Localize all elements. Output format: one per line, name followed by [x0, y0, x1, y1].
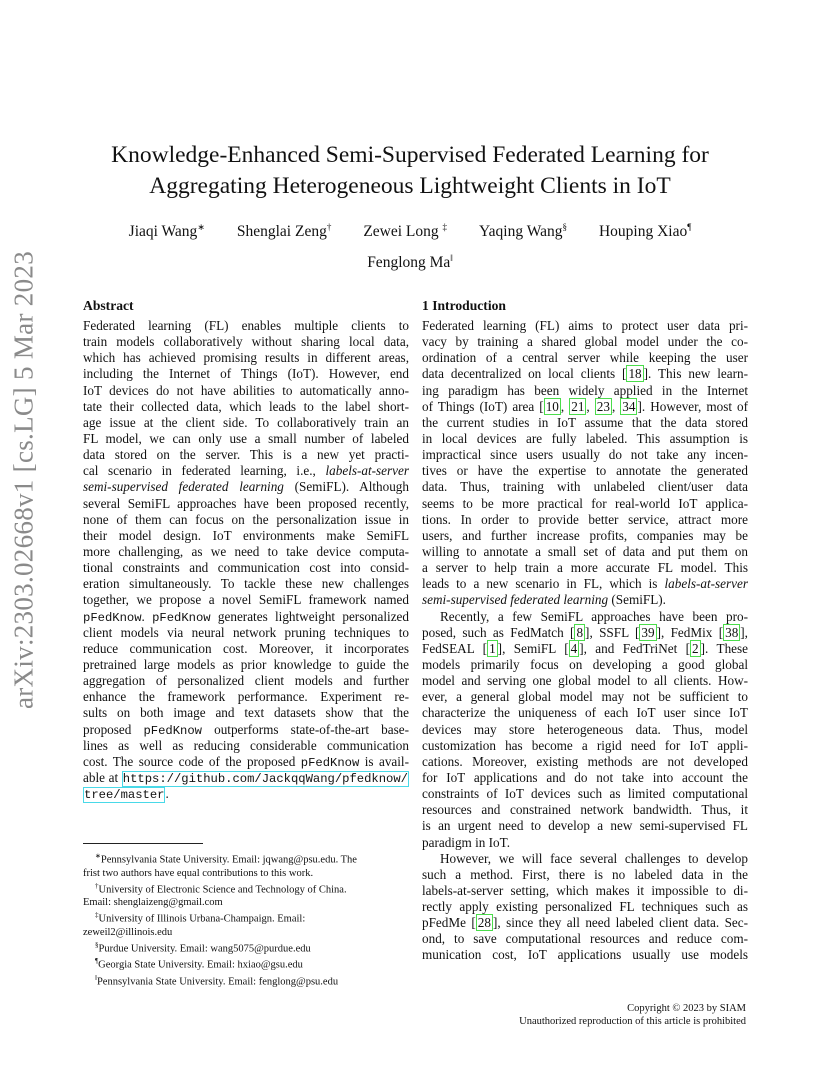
- text-line: in local devices are fully labeled. This assumption is: [422, 430, 748, 446]
- text-line: FedSEAL [ 1 ], SemiFL [ 4 ], and FedTriNet [ 2 ]. These: [422, 640, 748, 656]
- text-line: pretrained large models as prior knowledge to guide the: [83, 656, 409, 672]
- text-line: vacy by training a shared global model under the co-: [422, 334, 748, 350]
- text-line: constraints of IoT devices such as limited computational: [422, 786, 748, 802]
- copyright-notice: [519, 1003, 746, 1028]
- text-line: pFedKnow. pFedKnow generates lightweight personalized: [83, 608, 410, 625]
- paper-title: [70, 140, 750, 202]
- author: Shenglai Zeng†: [236, 222, 332, 241]
- text-line: tate their collected data, which leads to the label short-: [83, 398, 409, 414]
- introduction-heading: 1 Introduction: [422, 298, 506, 313]
- text-line: seems to be more practical for real-world IoT applica-: [422, 495, 748, 511]
- repo-link[interactable]: https://github.com/JackqqWang/pfedknow/: [122, 771, 408, 786]
- text-line: together, we propose a novel SemiFL framework named: [83, 592, 409, 608]
- text-line: rectly apply existing personalized FL techniques such as: [422, 899, 748, 915]
- text-line: willing to annotate a small set of data and put them on: [422, 543, 748, 559]
- text-line: sults on both image and text datasets show that the: [83, 705, 409, 721]
- text-line: eration simultaneously. To tackle these new challenges: [83, 576, 409, 592]
- text-line: several SemiFL approaches have been proposed recently,: [83, 495, 409, 511]
- abstract-body: [83, 318, 409, 802]
- text-line: devices may store heterogeneous data. Thus, model: [422, 721, 748, 737]
- footnote-line: ‖Pennsylvania State University. Email: fenglong@psu.edu: [95, 973, 339, 987]
- author: Houping Xiao¶: [598, 222, 692, 241]
- text-line: munication cost, IoT applications usually use models: [422, 947, 748, 963]
- text-line: characterize the uniqueness of each IoT user since IoT: [422, 705, 748, 721]
- text-line: of Things (IoT) area [ 10 , 21 , 23 , 34 ]. However, most of: [422, 398, 749, 414]
- text-line: Recently, a few SemiFL approaches have been pro-: [440, 608, 748, 624]
- text-line: However, we will face several challenges to develop: [440, 850, 748, 866]
- text-line: model and serving one global model to all clients. How-: [422, 673, 748, 689]
- text-line: is an urgent need to develop a new semi-supervised FL: [422, 818, 748, 834]
- arxiv-side-stamp: [0, 250, 48, 710]
- text-line: more challenging, as we need to take device computa-: [83, 543, 409, 559]
- text-line: ing paradigm has been widely applied in the Internet: [422, 382, 748, 398]
- author: Jiaqi Wang∗: [128, 222, 205, 241]
- text-line: such a method. First, there is no labeled data in the: [422, 866, 748, 882]
- text-line: aggregation of personalized client models and further: [83, 673, 409, 689]
- title-line: Aggregating Heterogeneous Lightweight Clients in IoT: [149, 173, 671, 199]
- text-line: a server to help train a more accurate FL model. This: [422, 560, 748, 576]
- footnote-line: §Purdue University. Email: wang5075@purdue.edu: [95, 940, 311, 954]
- author: Zewei Long ‡: [363, 222, 448, 241]
- repo-link[interactable]: tree/master: [84, 788, 165, 803]
- text-line: including the Internet of Things (IoT). However, end: [83, 366, 409, 382]
- text-line: which has achieved promising results in different areas,: [83, 350, 409, 366]
- text-line: leads to a new scenario in FL, which is labels-at-server: [422, 576, 748, 592]
- introduction-body: [422, 318, 748, 964]
- copyright-line: Unauthorized reproduction of this article is prohibited: [519, 1015, 746, 1027]
- text-line: reduce communication cost. Moreover, it incorporates: [83, 640, 409, 656]
- text-line: cations. Moreover, existing methods are not developed: [422, 753, 748, 769]
- text-line: customization has become a rigid need for IoT appli-: [422, 737, 748, 753]
- footnote-line: ¶Georgia State University. Email: hxiao@gsu.edu: [95, 957, 303, 971]
- footnote-line: frist two authors have equal contributions to this work.: [83, 867, 314, 879]
- text-line: ever, a general global model may not be sufficient to: [422, 689, 748, 705]
- text-line: Federated learning (FL) enables multiple clients to: [83, 318, 409, 333]
- text-line: Federated learning (FL) aims to protect user data pri-: [422, 318, 748, 333]
- text-line: ond, to save computational resources and reduce com-: [422, 931, 748, 947]
- title-line: Knowledge-Enhanced Semi-Supervised Federated Learning for: [111, 142, 709, 168]
- text-line: paradigm in IoT.: [422, 834, 511, 850]
- footnote-line: zeweil2@illinois.edu: [83, 926, 173, 938]
- text-line: resources and constrained network bandwidth. Thus, it: [422, 802, 748, 818]
- text-line: train models collaboratively without sharing local data,: [83, 334, 409, 350]
- footnotes: [83, 850, 409, 988]
- text-line: data decentralized on local clients [ 18 ]. This new learn-: [422, 366, 748, 382]
- author: Fenglong Ma‖: [367, 253, 453, 272]
- text-line: for IoT applications and do not take into account the: [422, 769, 748, 785]
- text-line: tives or have the expertise to annotate the generated: [422, 463, 748, 479]
- footnote-rule: [83, 843, 203, 844]
- text-line: none of them can focus on the personalization issue in: [83, 511, 409, 527]
- abstract-heading: Abstract: [83, 298, 134, 313]
- text-line: proposed pFedKnow outperforms state-of-the-art base-: [83, 721, 409, 738]
- copyright-line: Copyright © 2023 by SIAM: [627, 1003, 746, 1014]
- text-line: tional constraints and communication cost into consid-: [83, 560, 409, 576]
- text-line: data. Thus, training with unlabeled client/user data: [422, 479, 748, 495]
- text-line: ordination of a central server while keeping the user: [422, 350, 748, 366]
- text-line: semi-supervised federated learning (SemiFL).: [422, 592, 666, 608]
- footnote-line: ‡University of Illinois Urbana-Champaign. Email:: [95, 911, 306, 925]
- url-line: tree/master.: [84, 786, 169, 803]
- footnote-line: ∗Pennsylvania State University. Email: jqwang@psu.edu. The: [95, 852, 357, 866]
- text-line: tions. In order to provide better service, attract more: [422, 511, 748, 527]
- text-line: lines as well as reducing considerable communication: [83, 737, 409, 753]
- author: Yaqing Wang§: [479, 222, 567, 241]
- text-line: their model design. IoT environments make SemiFL: [83, 527, 409, 543]
- text-line: cost. The source code of the proposed pFedKnow is avail-: [83, 753, 409, 770]
- text-line: client models via neural network pruning techniques to: [83, 624, 409, 640]
- text-line: FL model, we can only use a small number of labeled: [83, 430, 409, 446]
- url-line: able at https://github.com/JackqqWang/pfedknow/: [83, 769, 408, 786]
- footnote-line: Email: shenglaizeng@gmail.com: [83, 897, 223, 908]
- author-block: [70, 214, 750, 276]
- text-line: cal scenario in federated learning, i.e., labels-at-server: [83, 463, 409, 479]
- text-line: pFedMe [ 28 ], since they all need labeled client data. Sec-: [422, 915, 748, 931]
- footnote-line: †University of Electronic Science and Technology of China.: [95, 881, 347, 895]
- text-line: IoT devices do not have abilities to automatically anno-: [83, 382, 409, 398]
- arxiv-stamp-text: arXiv:2303.02668v1 [cs.LG] 5 Mar 2023: [8, 250, 39, 710]
- text-line: semi-supervised federated learning (SemiFL). Although: [83, 479, 409, 495]
- text-line: labels-at-server setting, which makes it impossible to di-: [422, 882, 748, 898]
- text-line: impractical since users usually do not take any incen-: [422, 447, 748, 463]
- text-line: the current studies in IoT assume that the data stored: [422, 414, 748, 430]
- text-line: enhance the framework performance. Experiment re-: [83, 689, 409, 705]
- text-line: models primarily focus on developing a good global: [422, 656, 748, 672]
- text-line: age issue at the client side. To collaboratively train an: [83, 414, 409, 430]
- text-line: posed, such as FedMatch [ 8 ], SSFL [ 39 ], FedMix [ 38 ],: [422, 624, 748, 640]
- text-line: users, and further increase profits, companies may be: [422, 527, 748, 543]
- text-line: data stored on the server. This is a new yet practi-: [83, 447, 409, 463]
